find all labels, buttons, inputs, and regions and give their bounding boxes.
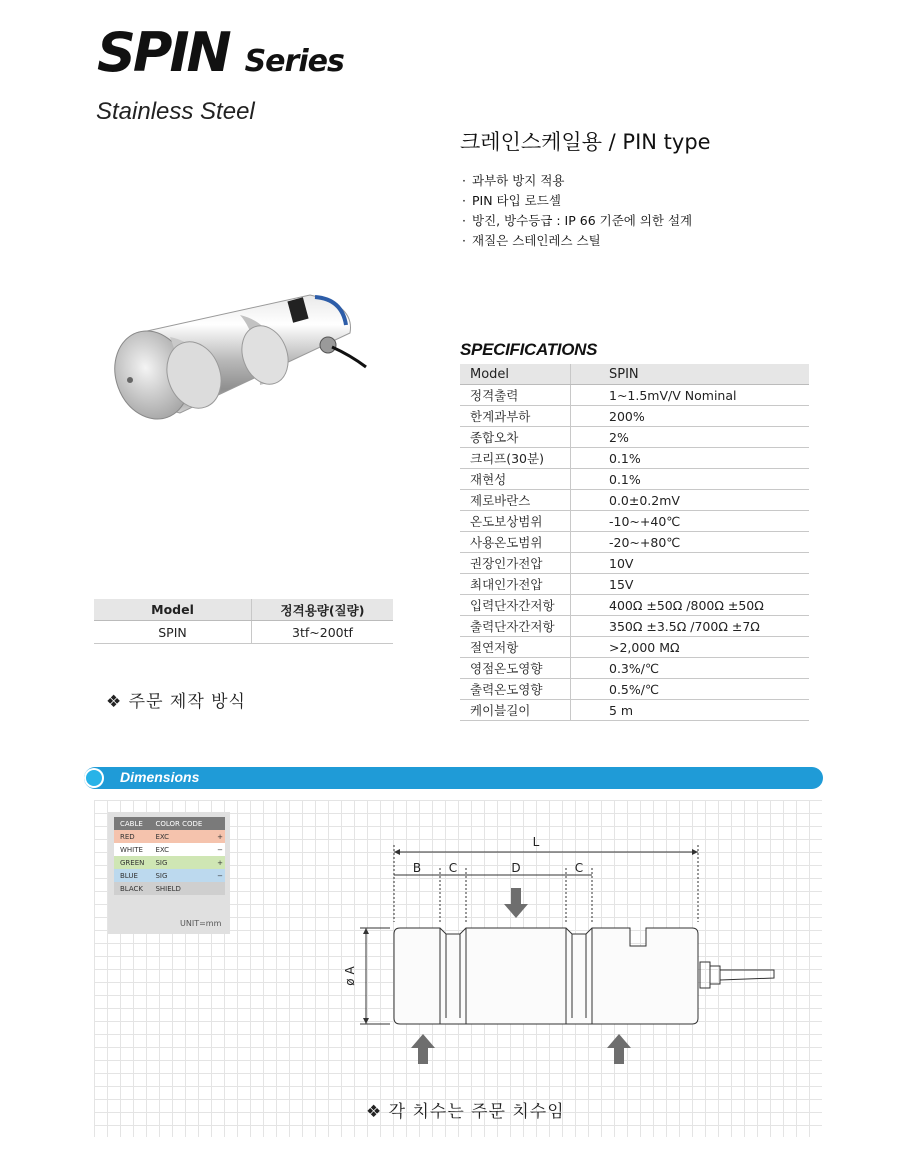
table-header-row	[114, 817, 225, 830]
spec-label: 출력온도영향	[460, 679, 571, 700]
dimension-label-C: C	[574, 861, 584, 875]
table-row	[460, 595, 809, 616]
dimension-footnote: ❖ 각 치수는 주문 치수임	[366, 1102, 565, 1122]
spec-value: 2%	[571, 427, 810, 448]
dimension-label-L: L	[532, 835, 540, 849]
spec-value: 10V	[571, 553, 810, 574]
model-cell: SPIN	[94, 621, 252, 644]
spec-value: 1~1.5mV/V Nominal	[571, 385, 810, 406]
dimension-drawing	[330, 830, 790, 1070]
material-label: Stainless Steel	[96, 98, 255, 125]
dimensions-title: Dimensions	[120, 769, 200, 785]
wire-polarity: +	[217, 832, 223, 841]
spec-label: 케이블길이	[460, 700, 571, 721]
product-subtitle: 크레인스케일용 / PIN type	[460, 130, 711, 154]
cable-color-code-table	[114, 817, 225, 895]
table-row	[460, 448, 809, 469]
feature-item: · 재질은 스테인레스 스틸	[462, 233, 601, 248]
table-header-cell	[211, 817, 225, 830]
spec-label: 최대인가전압	[460, 574, 571, 595]
wire-polarity	[211, 882, 225, 895]
spec-value: 400Ω ±50Ω /800Ω ±50Ω	[571, 595, 810, 616]
spec-label: 절연저항	[460, 637, 571, 658]
table-row	[114, 882, 225, 895]
spec-label: 종합오차	[460, 427, 571, 448]
table-header-cell: SPIN	[571, 364, 810, 385]
table-header-cell: Model	[460, 364, 571, 385]
dimension-label-D: D	[511, 861, 521, 875]
wire-color: RED	[120, 832, 135, 841]
table-row	[460, 406, 809, 427]
table-row	[460, 469, 809, 490]
wire-signal: SHIELD	[155, 884, 181, 893]
table-row	[460, 574, 809, 595]
dimension-label-diameter: ø A	[343, 966, 357, 986]
wire-polarity: +	[217, 858, 223, 867]
model-capacity-table	[94, 599, 393, 644]
table-row	[94, 621, 393, 644]
unit-label: UNIT=mm	[180, 919, 222, 928]
dimension-label-B: B	[412, 861, 422, 875]
spec-label: 재현성	[460, 469, 571, 490]
spec-label: 권장인가전압	[460, 553, 571, 574]
table-row	[460, 616, 809, 637]
spec-label: 한계과부하	[460, 406, 571, 427]
load-arrow-icon	[504, 888, 528, 918]
bullet-circle-icon	[84, 768, 104, 788]
table-header-cell: 정격용량(질량)	[252, 599, 394, 621]
spec-value: 0.1%	[571, 448, 810, 469]
capacity-cell: 3tf~200tf	[252, 621, 394, 644]
specifications-title: SPECIFICATIONS	[460, 340, 598, 359]
wire-signal: SIG	[155, 858, 168, 867]
table-row	[460, 490, 809, 511]
feature-item: · PIN 타입 로드셀	[462, 193, 561, 208]
product-image	[110, 285, 380, 425]
spec-value: >2,000 MΩ	[571, 637, 810, 658]
table-row	[460, 658, 809, 679]
wire-signal: EXC	[155, 845, 170, 854]
table-header-row	[460, 364, 809, 385]
feature-item: · 과부하 방지 적용	[462, 173, 565, 188]
spec-value: -10~+40℃	[571, 511, 810, 532]
spec-value: 0.3%/℃	[571, 658, 810, 679]
feature-item: · 방진, 방수등급 : IP 66 기준에 의한 설계	[462, 213, 693, 228]
wire-color: BLUE	[120, 871, 138, 880]
series-name: SPIN	[97, 21, 229, 84]
spec-label: 영점온도영향	[460, 658, 571, 679]
spec-value: 350Ω ±3.5Ω /700Ω ±7Ω	[571, 616, 810, 637]
table-row	[114, 869, 225, 882]
feature-list	[462, 171, 692, 251]
spec-value: 0.5%/℃	[571, 679, 810, 700]
table-header-cell: Model	[94, 599, 252, 621]
specifications-table	[460, 364, 809, 721]
spec-label: 정격출력	[460, 385, 571, 406]
wire-signal: SIG	[155, 871, 168, 880]
spec-value: -20~+80℃	[571, 532, 810, 553]
table-row	[114, 843, 225, 856]
wire-polarity: −	[217, 845, 223, 854]
spec-label: 입력단자간저항	[460, 595, 571, 616]
table-header-cell: CABLE	[114, 817, 149, 830]
series-suffix: Series	[244, 44, 344, 79]
order-note: ❖ 주문 제작 방식	[106, 692, 246, 712]
wire-color: BLACK	[120, 884, 144, 893]
table-row	[460, 637, 809, 658]
spec-label: 사용온도범위	[460, 532, 571, 553]
table-row	[114, 830, 225, 843]
wire-signal: EXC	[155, 832, 170, 841]
spec-value: 200%	[571, 406, 810, 427]
table-header-cell: COLOR CODE	[149, 817, 211, 830]
spec-value: 0.0±0.2mV	[571, 490, 810, 511]
table-row	[114, 856, 225, 869]
table-row	[460, 700, 809, 721]
table-row	[460, 532, 809, 553]
dimension-label-C: C	[448, 861, 458, 875]
table-header-row	[94, 599, 393, 621]
table-row	[460, 679, 809, 700]
spec-label: 출력단자간저항	[460, 616, 571, 637]
spec-value: 0.1%	[571, 469, 810, 490]
table-row	[460, 385, 809, 406]
table-row	[460, 511, 809, 532]
table-row	[460, 553, 809, 574]
spec-label: 온도보상범위	[460, 511, 571, 532]
wire-polarity: −	[217, 871, 223, 880]
series-title	[97, 21, 344, 84]
table-row	[460, 427, 809, 448]
spec-value: 15V	[571, 574, 810, 595]
spec-label: 크리프(30분)	[460, 448, 571, 469]
support-arrow-icon	[411, 1034, 631, 1064]
wire-color: GREEN	[120, 858, 145, 867]
spec-label: 제로바란스	[460, 490, 571, 511]
spec-value: 5 m	[571, 700, 810, 721]
wire-color: WHITE	[120, 845, 143, 854]
